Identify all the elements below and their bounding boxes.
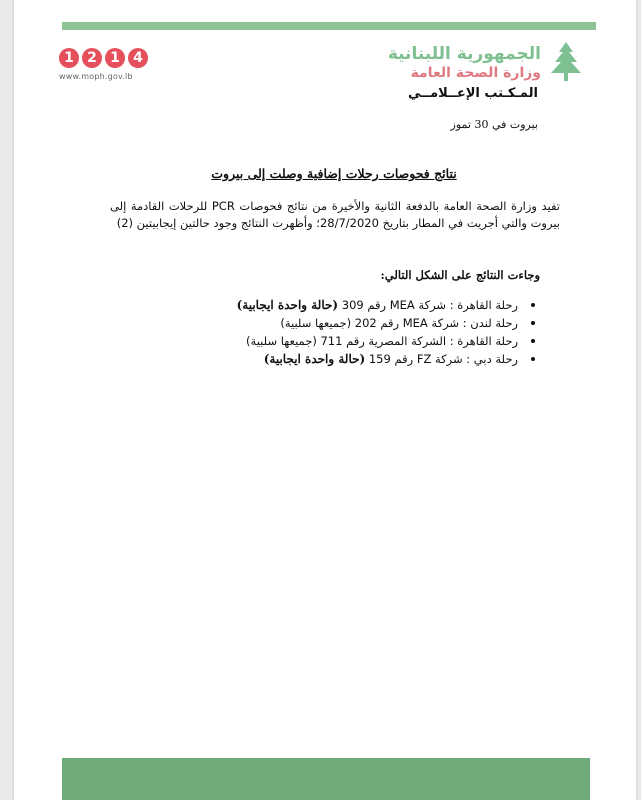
header-green-bar	[62, 22, 596, 30]
website-url: www.moph.gov.lb	[59, 72, 133, 81]
flight-status: (جميعها سلبية)	[280, 316, 352, 330]
list-item	[78, 314, 518, 332]
ministry-header	[388, 44, 541, 82]
flight-description: رحلة لندن : شركة MEA رقم 202	[354, 316, 518, 330]
document-date: بيروت في 30 تموز	[450, 118, 538, 131]
hotline-digit: 2	[82, 48, 102, 68]
ministry-name: وزارة الصحة العامة	[410, 65, 541, 81]
hotline-number	[59, 48, 159, 68]
footer-green-bar	[62, 758, 590, 800]
flight-description: رحلة القاهرة : شركة MEA رقم 309	[341, 298, 518, 312]
list-item	[78, 350, 518, 368]
flight-results-list	[78, 296, 540, 368]
document-title: نتائج فحوصات رحلات إضافية وصلت إلى بيروت	[211, 166, 457, 181]
hotline-digit: 1	[105, 48, 125, 68]
republic-name: الجمهورية اللبنانية	[387, 44, 541, 64]
list-item	[78, 296, 518, 314]
document-page	[14, 0, 636, 800]
hotline-logo	[59, 48, 159, 88]
flight-status: (جميعها سلبية)	[246, 334, 317, 348]
list-item	[78, 332, 518, 350]
flight-description: رحلة دبي : شركة FZ رقم 159	[368, 352, 518, 366]
press-office-label: المـكـتب الإعــلامــي	[408, 86, 538, 101]
flight-status: (حالة واحدة ايجابية)	[263, 352, 366, 366]
cedar-logo-icon	[546, 40, 586, 84]
results-heading: وجاءت النتائج على الشكل التالي:	[380, 268, 540, 282]
flight-status: (حالة واحدة ايجابية)	[236, 298, 339, 312]
intro-paragraph: تفيد وزارة الصحة العامة بالدفعة الثانية والأخيرة من نتائج فحوصات PCR للرحلات القادمة إلى بيروت والتي أجريت في المطار بتاريخ 28/7/2020؛ وأظهرت النتائج وجود حالتين إيجابيتين (2)	[110, 199, 560, 230]
hotline-digit: 4	[128, 48, 148, 68]
hotline-digit: 1	[59, 48, 79, 68]
flight-description: رحلة القاهرة : الشركة المصرية رقم 711	[320, 334, 518, 348]
